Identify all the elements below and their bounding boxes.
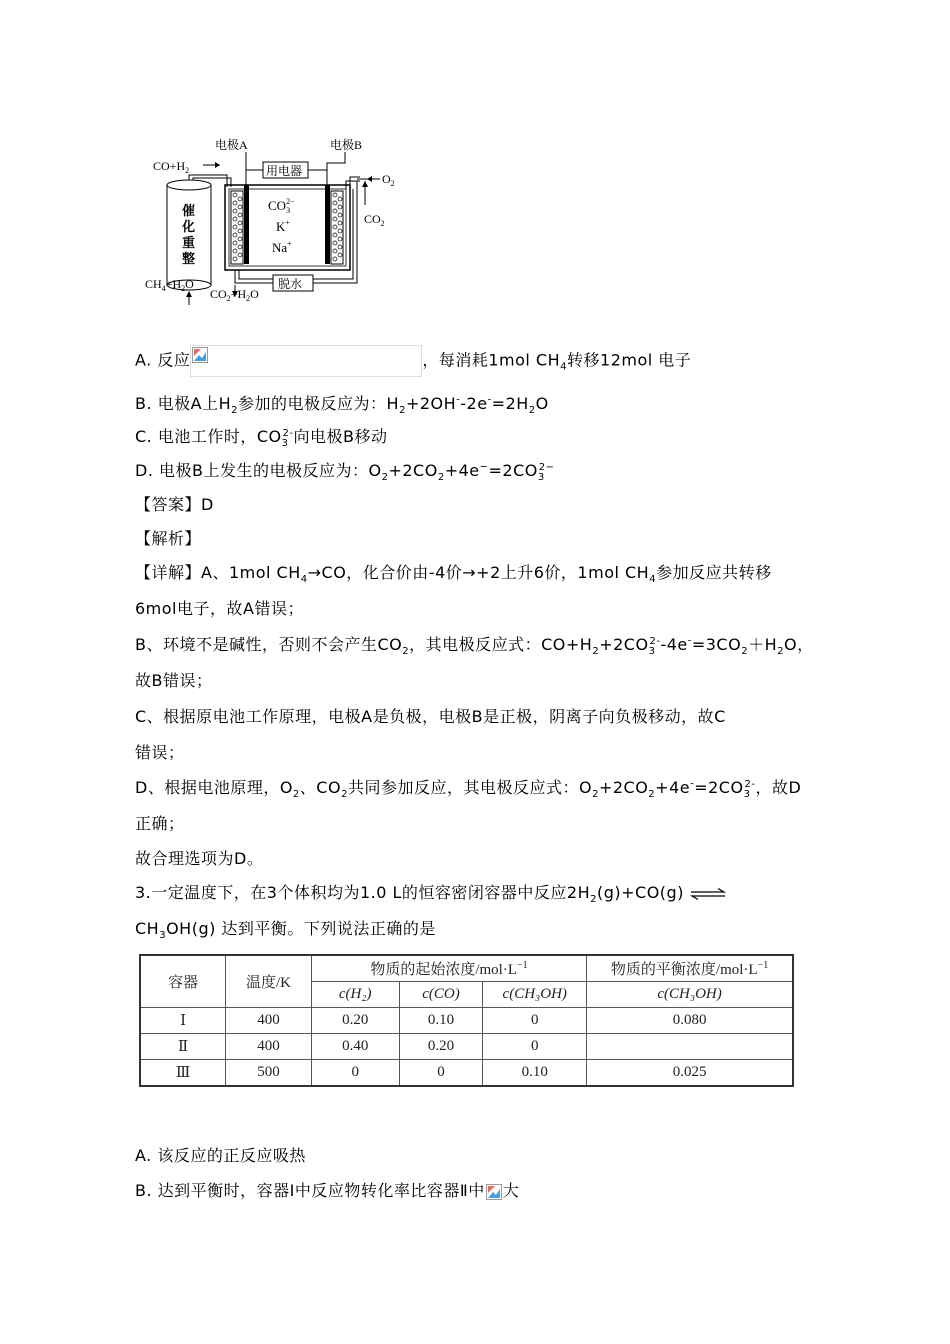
detail-line-2: 6mol电子，故A错误； bbox=[135, 599, 304, 618]
text: +4e bbox=[444, 461, 480, 480]
dehydrate-label: 脱水 bbox=[278, 277, 303, 291]
table-cell bbox=[587, 1034, 793, 1060]
table-cell: 0.080 bbox=[587, 1008, 793, 1034]
text: =2CO bbox=[694, 778, 744, 797]
text: 、CO bbox=[299, 778, 342, 797]
table-row bbox=[140, 1034, 793, 1060]
text: CH bbox=[135, 919, 160, 938]
option-a-end: 转移12mol 电子 bbox=[567, 350, 692, 370]
text: 参加反应共转移 bbox=[656, 563, 772, 582]
text: -2e bbox=[460, 394, 488, 413]
co2-right-label: $CO_2$ bbox=[364, 212, 385, 228]
table-cell: 500 bbox=[226, 1060, 312, 1087]
q3-stem-line-2: $CH_3OH(g)$ 达到平衡。下列说法正确的是 bbox=[135, 919, 436, 942]
inline-image-placeholder bbox=[485, 1183, 503, 1201]
text: D、根据电池原理，O bbox=[135, 778, 293, 797]
option-a-suffix: ，每消耗1mol CH bbox=[422, 350, 561, 370]
equilibrium-arrow-icon bbox=[690, 888, 726, 900]
table-cell: Ⅲ bbox=[140, 1060, 226, 1087]
detail-line-1: 【详解】A、1mol $CH_4\to CO$，化合价由-4价→+2上升6价，1mol $CH_4$参加反应共转移 bbox=[135, 563, 772, 586]
electrode-b-label: 电极B bbox=[330, 138, 363, 152]
text: O， bbox=[784, 635, 814, 654]
reformer-char-2: 化 bbox=[182, 219, 196, 234]
electrode-b-bar bbox=[325, 185, 330, 264]
text: -4e bbox=[660, 635, 688, 654]
detail-d-line-2: 正确； bbox=[135, 814, 185, 833]
text: 共同参加反应，其电极反应式：O bbox=[347, 778, 593, 797]
text: ＋H bbox=[748, 635, 778, 654]
subheader-c-ch3oh-eq: c(CH₃OH) bbox=[587, 982, 793, 1008]
detail-c-line-2: 错误； bbox=[135, 743, 185, 762]
table-cell: 0.40 bbox=[311, 1034, 399, 1060]
co2-h2o-label: $CO_2+H_2O$ bbox=[210, 287, 259, 303]
q3-stem-line-1: 3.一定温度下，在3个体积均为1.0 L的恒容密闭容器中反应$2H_2(g)+CO(g)$ bbox=[135, 882, 726, 904]
table-cell: 400 bbox=[226, 1008, 312, 1034]
fuel-cell-diagram bbox=[145, 135, 405, 305]
header-equilibrium-concentration bbox=[587, 955, 793, 982]
ion-sodium: Na+ bbox=[272, 239, 292, 255]
detail-c-line-1: C、根据原电池工作原理，电极A是负极，电极B是正极，阴离子向负极移动，故C bbox=[135, 707, 726, 726]
text: 【详解】A、1mol CH bbox=[135, 563, 301, 582]
text: B. 达到平衡时，容器Ⅰ中反应物转化率比容器Ⅱ中 bbox=[135, 1181, 485, 1200]
table-cell: 0 bbox=[483, 1034, 587, 1060]
text: 向电极B移动 bbox=[293, 427, 388, 446]
appliance-label: 用电器 bbox=[266, 164, 303, 178]
text: 物质的起始浓度/mol·L bbox=[370, 962, 518, 978]
subheader-c-ch3oh: c(CH₃OH) bbox=[483, 982, 587, 1008]
text: D. 电极B上发生的电极反应为：O bbox=[135, 461, 382, 480]
text: ，其电极反应式：CO+H bbox=[409, 635, 593, 654]
electrode-a-bar bbox=[244, 185, 249, 264]
option-c: C. 电池工作时，$CO_3^{2-}$向电极B移动 bbox=[135, 427, 388, 450]
input-co-h2-label: $CO+H_2$ bbox=[153, 159, 190, 175]
ion-carbonate: $CO_32-$ bbox=[268, 197, 295, 215]
table-cell: 0 bbox=[483, 1008, 587, 1034]
text: ，故D bbox=[755, 778, 802, 797]
text: 物质的平衡浓度/mol·L bbox=[610, 962, 758, 978]
text: B. 电极A上H bbox=[135, 394, 232, 413]
text: O bbox=[535, 394, 549, 413]
table-row bbox=[140, 1060, 793, 1087]
text: +4e bbox=[655, 778, 691, 797]
ch4-h2o-label: $CH_4+H_2O$ bbox=[145, 277, 194, 293]
table-cell: Ⅰ bbox=[140, 1008, 226, 1034]
q3-option-a: A. 该反应的正反应吸热 bbox=[135, 1146, 306, 1165]
electrode-a-label: 电极A bbox=[215, 138, 248, 152]
q3-option-b bbox=[135, 1180, 519, 1202]
o2-label: $O_2$ bbox=[382, 172, 395, 188]
table-cell: 400 bbox=[226, 1034, 312, 1060]
text: =3CO bbox=[691, 635, 742, 654]
text: =2H bbox=[491, 394, 529, 413]
reformer-char-3: 重 bbox=[182, 235, 196, 250]
table-cell: 0.20 bbox=[399, 1034, 483, 1060]
table-cell: 0.10 bbox=[483, 1060, 587, 1087]
table-cell: 0 bbox=[311, 1060, 399, 1087]
text: 大 bbox=[502, 1181, 520, 1200]
header-temperature: 温度/K bbox=[226, 955, 312, 1008]
text: =2CO bbox=[488, 461, 538, 480]
text: B、环境不是碱性，否则不会产生CO bbox=[135, 635, 403, 654]
subheader-c-h2: c(H₂) bbox=[311, 982, 399, 1008]
reformer-char-1: 催 bbox=[182, 203, 196, 218]
detail-b-line-2: 故B错误； bbox=[135, 671, 213, 690]
detail-d-line-1: D、根据电池原理，$O_2$、$CO_2$共同参加反应，其电极反应式：$O_2+2CO_2+4e^-=2CO_3^{2-}$，故D bbox=[135, 778, 802, 801]
text: C. 电池工作时，CO bbox=[135, 427, 282, 446]
table-cell: 0 bbox=[399, 1060, 483, 1087]
reaction-equation-image bbox=[190, 345, 422, 377]
concentration-table bbox=[139, 954, 794, 1087]
table-row bbox=[140, 1008, 793, 1034]
text: 3.一定温度下，在3个体积均为1.0 L的恒容密闭容器中反应2H bbox=[135, 883, 591, 902]
sub: 4 bbox=[560, 361, 568, 373]
text: +2CO bbox=[598, 778, 649, 797]
option-a-prefix: A. 反应 bbox=[135, 350, 191, 370]
table-cell: 0.025 bbox=[587, 1060, 793, 1087]
table-cell: 0.10 bbox=[399, 1008, 483, 1034]
text: 参加的电极反应为：H bbox=[238, 394, 400, 413]
text: OH(g) 达到平衡。下列说法正确的是 bbox=[166, 919, 436, 938]
table-cell: Ⅱ bbox=[140, 1034, 226, 1060]
detail-b-line-1: B、环境不是碱性，否则不会产生$CO_2$，其电极反应式：$CO+H_2+2CO_3^{2-}-4e^-=3CO_2+H_2O$， bbox=[135, 635, 814, 658]
header-initial-concentration bbox=[311, 955, 586, 982]
reformer-char-4: 整 bbox=[182, 251, 196, 266]
text: +2OH bbox=[405, 394, 457, 413]
conclusion: 故合理选项为D。 bbox=[135, 849, 264, 868]
text: +2CO bbox=[388, 461, 438, 480]
text: (g)+CO(g) bbox=[596, 883, 684, 902]
option-a bbox=[135, 345, 691, 377]
table-cell: 0.20 bbox=[311, 1008, 399, 1034]
option-d: D. 电极B上发生的电极反应为：$O_2+2CO_2+4e^-=2CO_3^{2-}$ bbox=[135, 461, 555, 484]
header-container: 容器 bbox=[140, 955, 226, 1008]
sup: −1 bbox=[517, 960, 528, 971]
ion-potassium: K+ bbox=[276, 218, 290, 234]
text: +2CO bbox=[599, 635, 649, 654]
analysis-heading: 【解析】 bbox=[135, 529, 202, 548]
subheader-c-co: c(CO) bbox=[399, 982, 483, 1008]
sup: −1 bbox=[757, 960, 769, 971]
option-b: B. 电极A上$H_2$参加的电极反应为：$H_2+2OH^--2e^-=2H_2O$ bbox=[135, 394, 549, 417]
text: →CO，化合价由-4价→+2上升6价，1mol CH bbox=[307, 563, 650, 582]
answer: 【答案】D bbox=[135, 495, 214, 514]
